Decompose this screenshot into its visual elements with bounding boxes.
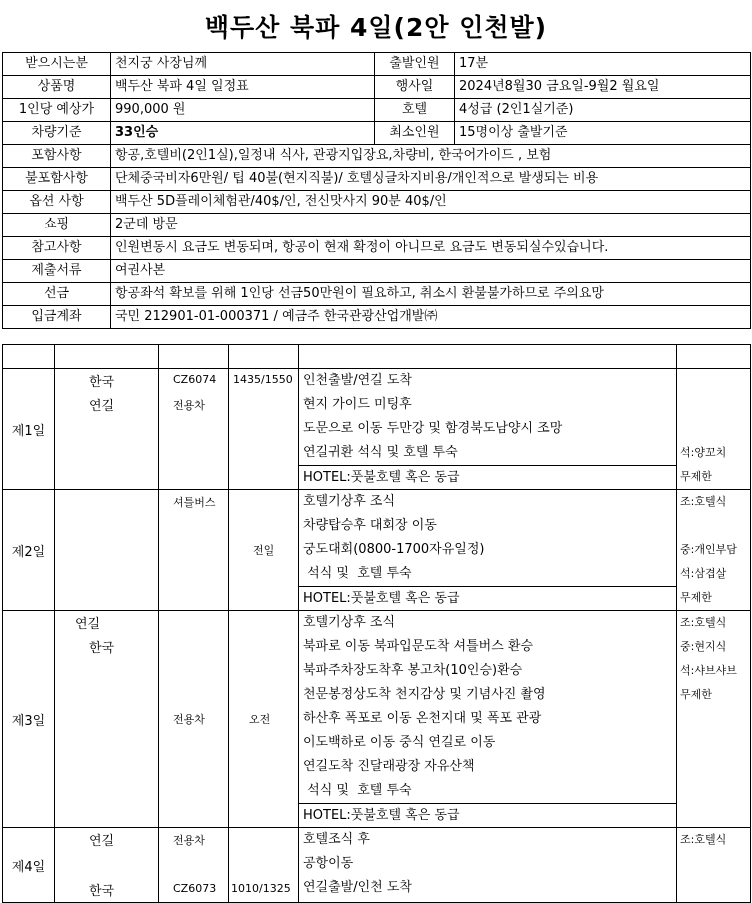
recipient-value: 천지궁 사장님께 bbox=[111, 53, 375, 76]
departure-people-value: 17분 bbox=[455, 53, 751, 76]
meal-item: 무제한 bbox=[680, 688, 712, 701]
time-value: 오전 bbox=[249, 713, 271, 726]
day-label-cell bbox=[3, 490, 55, 611]
meals-cell bbox=[677, 490, 751, 611]
place-to: 한국 bbox=[89, 884, 115, 899]
info-row-documents bbox=[3, 260, 751, 283]
flight-code: CZ6074 bbox=[173, 373, 217, 386]
place-to: 한국 bbox=[89, 641, 115, 656]
transport-mode: 전용차 bbox=[173, 399, 205, 412]
included-value: 항공,호텔비(2인1실),일정내 식사, 관광지입장요,차량비, 한국어가이드 , 보험 bbox=[111, 145, 751, 168]
info-row-product bbox=[3, 76, 751, 99]
deposit-label: 선금 bbox=[3, 283, 111, 306]
departure-people-label: 출발인원 bbox=[375, 53, 455, 76]
options-value: 백두산 5D플레이체험관/40$/인, 전신맛사지 90분 40$/인 bbox=[111, 191, 751, 214]
meal-item: 석:양꼬치 bbox=[680, 446, 727, 459]
hotel-label: 호텔 bbox=[375, 99, 455, 122]
hotel-info: HOTEL:풋불호텔 혹은 동급 bbox=[299, 803, 676, 827]
info-row-vehicle bbox=[3, 122, 751, 145]
time-value: 1435/1550 bbox=[233, 373, 293, 386]
meals-cell bbox=[677, 369, 751, 490]
activity-item: 석식 및 호텔 투숙 bbox=[303, 566, 412, 581]
transport-cell bbox=[159, 490, 229, 611]
shopping-value: 2군데 방문 bbox=[111, 214, 751, 237]
time-cell bbox=[229, 369, 299, 490]
deposit-value: 항공좌석 확보를 위해 1인당 선금50만원이 필요하고, 취소시 환불불가하므로 주의요망 bbox=[111, 283, 751, 306]
place-from: 한국 bbox=[89, 375, 115, 390]
min-people-value: 15명이상 출발기준 bbox=[455, 122, 751, 145]
meal-item: 무제한 bbox=[680, 591, 712, 604]
meals-cell bbox=[677, 611, 751, 828]
transport-mode: 전용차 bbox=[173, 834, 205, 847]
meal-item: 석:삼겹살 bbox=[680, 567, 727, 580]
transport-cell bbox=[159, 828, 229, 903]
hotel-info: HOTEL:풋불호텔 혹은 동급 bbox=[299, 586, 676, 610]
day-label: 제2일 bbox=[11, 544, 46, 560]
product-label: 상품명 bbox=[3, 76, 111, 99]
activity-item: 하산후 폭포로 이동 온천지대 및 폭포 관광 bbox=[303, 711, 542, 726]
activity-item: 인천출발/연길 도착 bbox=[303, 373, 412, 388]
meal-item: 석:샤브샤브 bbox=[680, 664, 737, 677]
schedule-spacer-row bbox=[3, 345, 751, 369]
day-row bbox=[3, 611, 751, 828]
place-from: 연길 bbox=[75, 617, 101, 632]
places-cell bbox=[55, 828, 159, 903]
excluded-label: 불포함사항 bbox=[3, 168, 111, 191]
activities-cell bbox=[299, 490, 677, 611]
activity-item: 석식 및 호텔 투숙 bbox=[303, 783, 412, 798]
info-row-options bbox=[3, 191, 751, 214]
places-cell bbox=[55, 369, 159, 490]
account-value: 국민 212901-01-000371 / 예금주 한국관광산업개발㈜ bbox=[111, 306, 751, 329]
activity-item: 공항이동 bbox=[303, 856, 354, 871]
day-label: 제3일 bbox=[11, 713, 46, 729]
price-label: 1인당 예상가 bbox=[3, 99, 111, 122]
activity-item: 연길출발/인천 도착 bbox=[303, 880, 412, 895]
place-to: 연길 bbox=[89, 399, 115, 414]
activity-item: 궁도대회(0800-1700자유일정) bbox=[303, 542, 485, 557]
hotel-info: HOTEL:풋불호텔 혹은 동급 bbox=[299, 465, 676, 489]
transport-mode: 전용차 bbox=[173, 713, 205, 726]
activity-item: 호텔기상후 조식 bbox=[303, 494, 396, 509]
day-row bbox=[3, 369, 751, 490]
activity-item: 차량탑승후 대회장 이동 bbox=[303, 518, 437, 533]
reference-value: 인원변동시 요금도 변동되며, 항공이 현재 확정이 아니므로 요금도 변동되실수있습니다. bbox=[111, 237, 751, 260]
meal-item: 조:호텔식 bbox=[680, 833, 727, 846]
place-from: 연길 bbox=[89, 834, 115, 849]
min-people-label: 최소인원 bbox=[375, 122, 455, 145]
info-row-reference bbox=[3, 237, 751, 260]
shopping-label: 쇼핑 bbox=[3, 214, 111, 237]
day-label: 제1일 bbox=[11, 423, 46, 439]
activity-item: 호텔조식 후 bbox=[303, 832, 370, 847]
day-label-cell bbox=[3, 828, 55, 903]
documents-value: 여권사본 bbox=[111, 260, 751, 283]
meal-item: 조:호텔식 bbox=[680, 616, 727, 629]
vehicle-label: 차량기준 bbox=[3, 122, 111, 145]
meal-item: 조:호텔식 bbox=[680, 495, 727, 508]
info-row-price bbox=[3, 99, 751, 122]
activity-item: 북파주차장도착후 봉고차(10인승)환승 bbox=[303, 663, 523, 678]
day-row bbox=[3, 490, 751, 611]
info-row-recipient bbox=[3, 53, 751, 76]
transport-cell bbox=[159, 611, 229, 828]
activities-cell bbox=[299, 369, 677, 490]
day-row bbox=[3, 828, 751, 903]
info-table bbox=[2, 52, 751, 329]
reference-label: 참고사항 bbox=[3, 237, 111, 260]
activity-item: 현지 가이드 미팅후 bbox=[303, 397, 412, 412]
time-cell bbox=[229, 490, 299, 611]
meals-cell bbox=[677, 828, 751, 903]
day-label-cell bbox=[3, 369, 55, 490]
activity-item: 도문으로 이동 두만강 및 함경북도남양시 조망 bbox=[303, 421, 563, 436]
activity-item: 이도백하로 이동 중식 연길로 이동 bbox=[303, 735, 496, 750]
transport-cell bbox=[159, 369, 229, 490]
excluded-value: 단체중국비자6만원/ 팁 40불(현지직불)/ 호텔싱글차지비용/개인적으로 발생되는 비용 bbox=[111, 168, 751, 191]
places-cell bbox=[55, 490, 159, 611]
transport-mode: 셔틀버스 bbox=[173, 496, 216, 509]
day-label: 제4일 bbox=[11, 859, 46, 875]
activity-item: 호텔기상후 조식 bbox=[303, 615, 396, 630]
product-value: 백두산 북파 4일 일정표 bbox=[111, 76, 375, 99]
activity-item: 연길귀환 석식 및 호텔 투숙 bbox=[303, 445, 458, 460]
info-row-excluded bbox=[3, 168, 751, 191]
time-cell bbox=[229, 828, 299, 903]
activities-cell bbox=[299, 828, 677, 903]
time-value: 전일 bbox=[253, 544, 275, 557]
meal-item: 중:현지식 bbox=[680, 640, 727, 653]
recipient-label: 받으시는분 bbox=[3, 53, 111, 76]
flight-code: CZ6073 bbox=[173, 882, 217, 895]
meal-item: 중:개인부담 bbox=[680, 543, 737, 556]
info-row-included bbox=[3, 145, 751, 168]
document-title: 백두산 북파 4일(2안 인천발) bbox=[204, 13, 548, 42]
meal-item: 무제한 bbox=[680, 470, 712, 483]
info-row-deposit bbox=[3, 283, 751, 306]
documents-label: 제출서류 bbox=[3, 260, 111, 283]
day-label-cell bbox=[3, 611, 55, 828]
event-date-label: 행사일 bbox=[375, 76, 455, 99]
activities-cell bbox=[299, 611, 677, 828]
activity-item: 북파로 이동 북파입문도착 셔틀버스 환승 bbox=[303, 639, 534, 654]
activity-item: 연길도착 진달래광장 자유산책 bbox=[303, 759, 475, 774]
schedule-table bbox=[2, 344, 751, 903]
hotel-value: 4성급 (2인1실기준) bbox=[455, 99, 751, 122]
event-date-value: 2024년8월30 금요일-9월2 월요일 bbox=[455, 76, 751, 99]
activity-item: 천문봉정상도착 천지감상 및 기념사진 촬영 bbox=[303, 687, 546, 702]
time-value: 1010/1325 bbox=[231, 882, 291, 895]
info-row-shopping bbox=[3, 214, 751, 237]
vehicle-value: 33인승 bbox=[111, 122, 375, 145]
price-value: 990,000 원 bbox=[111, 99, 375, 122]
account-label: 입금계좌 bbox=[3, 306, 111, 329]
time-cell bbox=[229, 611, 299, 828]
info-row-account bbox=[3, 306, 751, 329]
options-label: 옵션 사항 bbox=[3, 191, 111, 214]
included-label: 포함사항 bbox=[3, 145, 111, 168]
places-cell bbox=[55, 611, 159, 828]
